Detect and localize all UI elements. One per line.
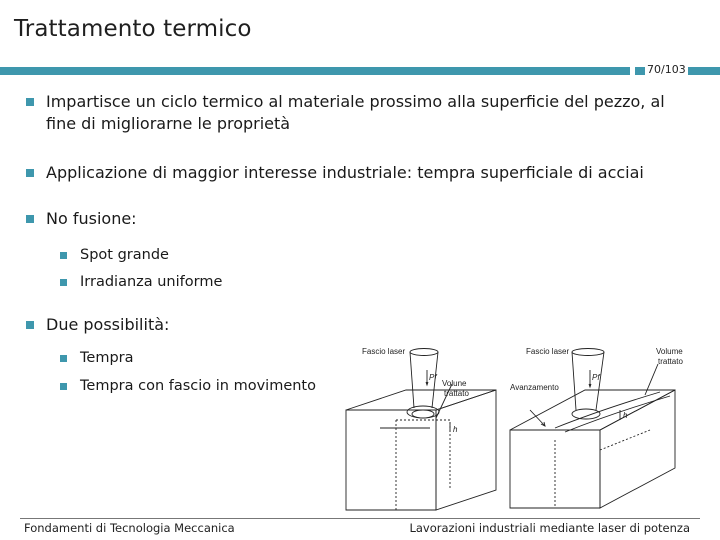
bullet-text: No fusione: [46, 209, 137, 228]
label-h-right: h [623, 411, 628, 420]
bullet-marker [26, 169, 34, 177]
title-divider [0, 67, 630, 75]
slide-number: 70/103 [647, 63, 686, 76]
label-pf-left: Pf [429, 373, 437, 382]
bullet-text: Applicazione di maggior interesse industriale: tempra superficiale di acciai [46, 163, 644, 182]
label-volume2-right: trattato [658, 357, 683, 366]
sub-bullet-text: Tempra con fascio in movimento [80, 378, 316, 394]
bullet-marker [26, 215, 34, 223]
label-volume-right: Volume [656, 347, 683, 356]
label-beam-left: Fascio laser [362, 347, 406, 356]
laser-treatment-illustration [340, 340, 710, 512]
footer-course: Fondamenti di Tecnologia Meccanica [24, 521, 235, 535]
sub-bullet-marker [60, 252, 67, 259]
sub-bullet-marker [60, 355, 67, 362]
sub-bullet-text: Spot grande [80, 247, 169, 263]
sub-bullet-marker [60, 383, 67, 390]
label-volume2-left: trattato [444, 389, 469, 398]
bullet-text: Impartisce un ciclo termico al materiale prossimo alla superficie del pezzo, al [46, 92, 665, 111]
sub-bullet-text: Irradianza uniforme [80, 274, 223, 290]
label-h-left: h [453, 425, 458, 434]
bullet-marker [26, 98, 34, 106]
label-beam-right: Fascio laser [526, 347, 570, 356]
bullet-text: Due possibilità: [46, 315, 170, 334]
label-advance: Avanzamento [510, 383, 559, 392]
footer-topic: Lavorazioni industriali mediante laser di potenza [409, 521, 690, 535]
label-volume-left: Volune [442, 379, 467, 388]
label-pf-right: Pf [592, 373, 600, 382]
bullet-text-continued: fine di migliorarne le proprietà [46, 114, 291, 133]
bullet-marker [26, 321, 34, 329]
left-block-front [346, 410, 436, 510]
sub-bullet-marker [60, 279, 67, 286]
left-block-side [436, 390, 496, 510]
footer-divider [20, 518, 700, 519]
sub-bullet-text: Tempra [80, 350, 134, 366]
left-block-top [346, 390, 496, 410]
slide-title: Trattamento termico [14, 16, 252, 42]
